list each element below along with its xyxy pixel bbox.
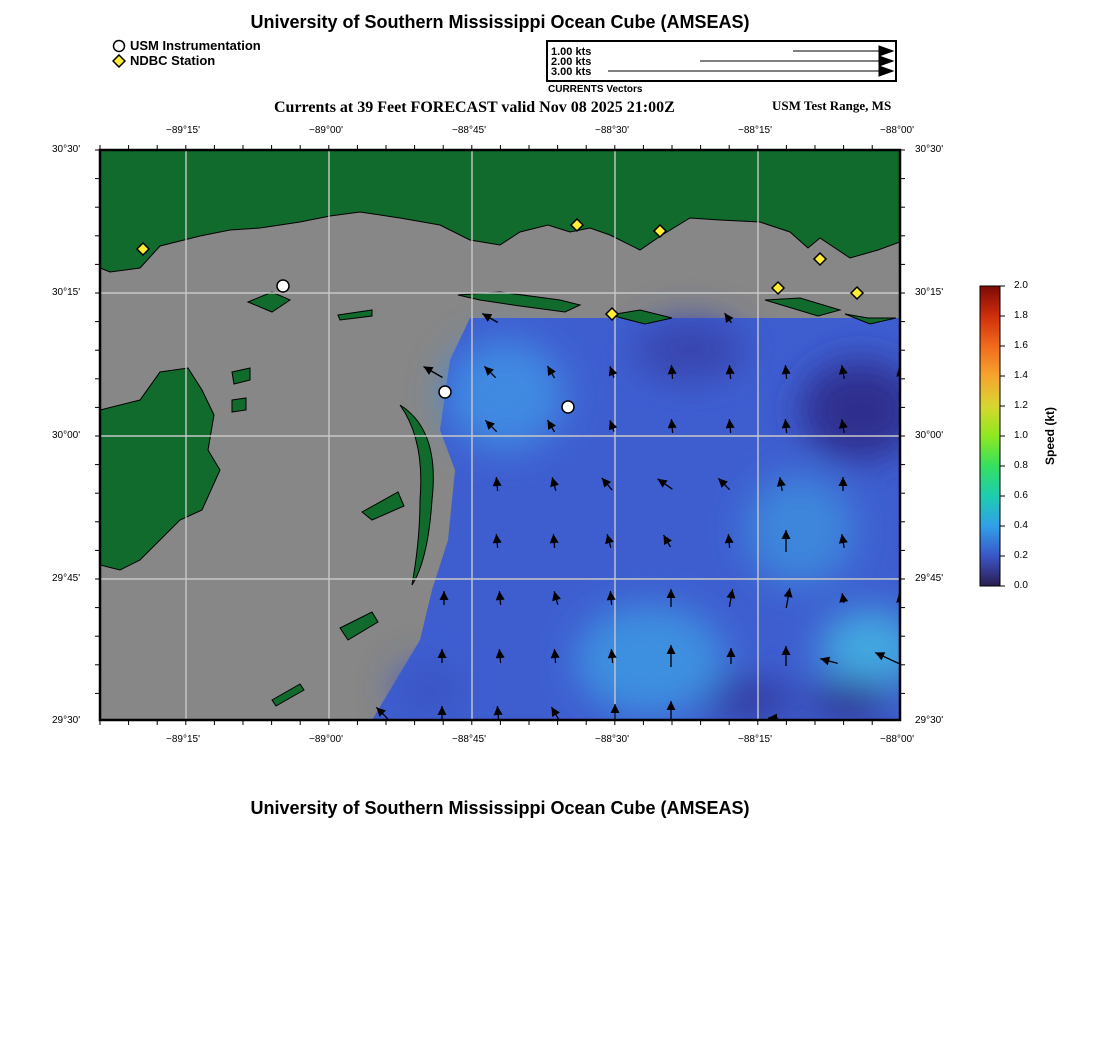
lat-tick-right: 29°30' xyxy=(915,715,944,726)
lon-tick-top: −88°30' xyxy=(595,125,629,136)
lon-tick-top: −88°45' xyxy=(452,125,486,136)
lat-tick-left: 30°00' xyxy=(52,430,81,441)
lon-tick-bottom: −89°00' xyxy=(309,734,343,745)
lon-tick-bottom: −88°00' xyxy=(880,734,914,745)
footer-title: University of Southern Mississippi Ocean Cube (AMSEAS) xyxy=(250,798,750,818)
colorbar-tick-label: 0.4 xyxy=(1014,520,1028,531)
colorbar-tick-label: 2.0 xyxy=(1014,280,1028,291)
range-label: USM Test Range, MS xyxy=(772,98,892,113)
lon-tick-bottom: −89°15' xyxy=(166,734,200,745)
vector-key-row-1: 1.00 kts xyxy=(551,46,592,58)
lat-tick-left: 30°30' xyxy=(52,144,81,155)
lat-tick-right: 30°30' xyxy=(915,144,944,155)
colorbar-tick-label: 1.2 xyxy=(1014,400,1028,411)
map-body xyxy=(100,150,920,725)
vector-key-row-2: 2.00 kts xyxy=(551,56,592,68)
colorbar-tick-label: 1.0 xyxy=(1014,430,1028,441)
lon-tick-bottom: −88°15' xyxy=(738,734,772,745)
usm-station-marker[interactable] xyxy=(277,280,289,292)
usm-station-marker[interactable] xyxy=(562,401,574,413)
colorbar-tick-label: 1.8 xyxy=(1014,310,1028,321)
lon-tick-top: −88°00' xyxy=(880,125,914,136)
legend-usm-label: USM Instrumentation xyxy=(130,38,261,53)
colorbar-ticks xyxy=(1000,286,1005,586)
usm-station-marker[interactable] xyxy=(439,386,451,398)
colorbar-label: Speed (kt) xyxy=(1043,407,1057,466)
colorbar-tick-label: 0.8 xyxy=(1014,460,1028,471)
colorbar-tick-label: 0.2 xyxy=(1014,550,1028,561)
colorbar-tick-label: 0.0 xyxy=(1014,580,1028,591)
main-title: University of Southern Mississippi Ocean Cube (AMSEAS) xyxy=(250,12,750,32)
lon-tick-top: −89°15' xyxy=(166,125,200,136)
map-subtitle: Currents at 39 Feet FORECAST valid Nov 08 2025 21:00Z xyxy=(274,99,675,116)
lon-tick-bottom: −88°45' xyxy=(452,734,486,745)
lat-tick-right: 29°45' xyxy=(915,573,944,584)
lon-tick-top: −89°00' xyxy=(309,125,343,136)
vector-key-row-3: 3.00 kts xyxy=(551,66,592,78)
lat-tick-left: 29°45' xyxy=(52,573,81,584)
colorbar-gradient xyxy=(980,286,1000,586)
colorbar-tick-label: 1.4 xyxy=(1014,370,1028,381)
lon-tick-bottom: −88°30' xyxy=(595,734,629,745)
speed-field xyxy=(372,318,920,720)
colorbar-tick-label: 1.6 xyxy=(1014,340,1028,351)
lat-tick-right: 30°00' xyxy=(915,430,944,441)
colorbar-tick-label: 0.6 xyxy=(1014,490,1028,501)
lat-tick-right: 30°15' xyxy=(915,287,944,298)
lat-tick-left: 29°30' xyxy=(52,715,81,726)
vector-key-caption: CURRENTS Vectors xyxy=(548,84,643,95)
lat-tick-left: 30°15' xyxy=(52,287,81,298)
lon-tick-top: −88°15' xyxy=(738,125,772,136)
legend-ndbc-label: NDBC Station xyxy=(130,53,216,68)
